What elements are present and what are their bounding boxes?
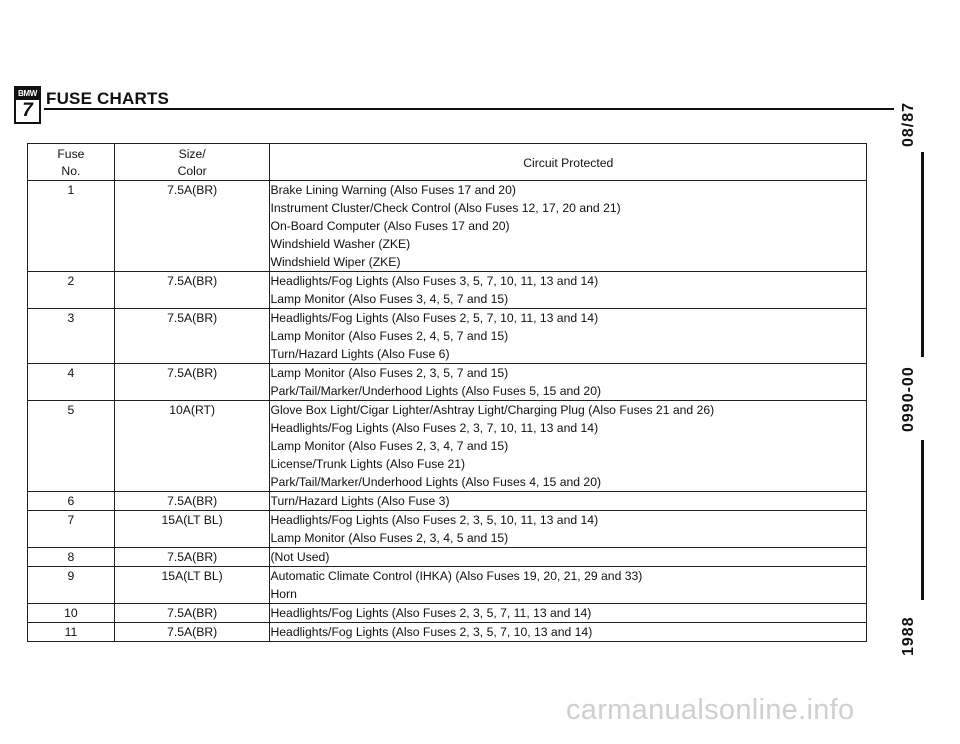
circuit-protected-cell xyxy=(270,364,867,401)
circuit-protected-cell xyxy=(270,511,867,548)
column-header-circuit-protected: Circuit Protected xyxy=(270,144,867,181)
fuse-size-cell: 7.5A(BR) xyxy=(114,364,270,401)
circuit-line: On-Board Computer (Also Fuses 17 and 20) xyxy=(270,219,510,233)
fuse-size-cell: 15A(LT BL) xyxy=(114,567,270,604)
circuit-line: Lamp Monitor (Also Fuses 2, 3, 4, 5 and 15) xyxy=(270,531,509,545)
table-row xyxy=(28,623,867,642)
circuit-line: License/Trunk Lights (Also Fuse 21) xyxy=(270,457,466,471)
table-row xyxy=(28,309,867,364)
table-row xyxy=(28,511,867,548)
circuit-line: Brake Lining Warning (Also Fuses 17 and 20) xyxy=(270,183,516,197)
circuit-line: Park/Tail/Marker/Underhood Lights (Also Fuses 5, 15 and 20) xyxy=(270,384,602,398)
fuse-number-cell: 1 xyxy=(28,181,115,272)
watermark-text: carmanualsonline.info xyxy=(566,694,855,726)
fuse-size-cell: 7.5A(BR) xyxy=(114,181,270,272)
side-year-label: 1988 xyxy=(900,616,917,656)
table-row xyxy=(28,401,867,492)
fuse-number-cell: 8 xyxy=(28,548,115,567)
circuit-line: Headlights/Fog Lights (Also Fuses 2, 3, 5, 7, 10, 13 and 14) xyxy=(270,625,593,639)
circuit-line: Headlights/Fog Lights (Also Fuses 2, 3, 5, 7, 11, 13 and 14) xyxy=(270,606,592,620)
circuit-protected-cell xyxy=(270,401,867,492)
fuse-chart-table xyxy=(27,143,867,642)
circuit-protected-cell xyxy=(270,567,867,604)
circuit-line: Park/Tail/Marker/Underhood Lights (Also Fuses 4, 15 and 20) xyxy=(270,475,602,489)
fuse-number-cell: 10 xyxy=(28,604,115,623)
fuse-number-cell: 7 xyxy=(28,511,115,548)
fuse-number-cell: 4 xyxy=(28,364,115,401)
side-code-label: 0990-00 xyxy=(900,366,917,432)
table-row xyxy=(28,181,867,272)
table-row xyxy=(28,604,867,623)
fuse-number-cell: 3 xyxy=(28,309,115,364)
circuit-line: Turn/Hazard Lights (Also Fuse 3) xyxy=(270,494,450,508)
table-row xyxy=(28,567,867,604)
fuse-number-cell: 2 xyxy=(28,272,115,309)
logo-series-number: 7 xyxy=(22,100,33,121)
fuse-number-cell: 11 xyxy=(28,623,115,642)
circuit-line: Windshield Wiper (ZKE) xyxy=(270,255,401,269)
fuse-size-cell: 7.5A(BR) xyxy=(114,604,270,623)
fuse-size-cell: 7.5A(BR) xyxy=(114,492,270,511)
circuit-line: Turn/Hazard Lights (Also Fuse 6) xyxy=(270,347,450,361)
circuit-line: Horn xyxy=(270,587,297,601)
fuse-number-cell: 6 xyxy=(28,492,115,511)
fuse-table-body xyxy=(28,181,867,642)
circuit-line: Automatic Climate Control (IHKA) (Also Fuses 19, 20, 21, 29 and 33) xyxy=(270,569,643,583)
circuit-line: Headlights/Fog Lights (Also Fuses 2, 3, 7, 10, 11, 13 and 14) xyxy=(270,421,599,435)
table-row xyxy=(28,272,867,309)
circuit-line: Headlights/Fog Lights (Also Fuses 3, 5, 7, 10, 11, 13 and 14) xyxy=(270,274,599,288)
circuit-protected-cell xyxy=(270,309,867,364)
side-date-label: 08/87 xyxy=(900,101,917,147)
circuit-line: Glove Box Light/Cigar Lighter/Ashtray Light/Charging Plug (Also Fuses 21 and 26) xyxy=(270,403,715,417)
circuit-line: Lamp Monitor (Also Fuses 2, 3, 4, 7 and 15) xyxy=(270,439,509,453)
circuit-protected-cell xyxy=(270,492,867,511)
fuse-number-cell: 5 xyxy=(28,401,115,492)
circuit-line: Windshield Washer (ZKE) xyxy=(270,237,411,251)
table-row xyxy=(28,492,867,511)
fuse-size-cell: 15A(LT BL) xyxy=(114,511,270,548)
page-title: FUSE CHARTS xyxy=(46,89,170,108)
circuit-protected-cell xyxy=(270,548,867,567)
side-rule-top xyxy=(921,152,924,357)
column-header-fuse-no: Fuse No. xyxy=(28,144,115,181)
circuit-line: Lamp Monitor (Also Fuses 2, 3, 5, 7 and 15) xyxy=(270,366,509,380)
table-row xyxy=(28,548,867,567)
fuse-size-cell: 7.5A(BR) xyxy=(114,309,270,364)
circuit-line: Lamp Monitor (Also Fuses 2, 4, 5, 7 and 15) xyxy=(270,329,509,343)
circuit-protected-cell xyxy=(270,604,867,623)
column-header-size-color: Size/ Color xyxy=(114,144,270,181)
fuse-size-cell: 10A(RT) xyxy=(114,401,270,492)
table-header-row xyxy=(28,144,867,181)
fuse-number-cell: 9 xyxy=(28,567,115,604)
circuit-protected-cell xyxy=(270,181,867,272)
circuit-line: (Not Used) xyxy=(270,550,330,564)
side-rule-middle xyxy=(921,440,924,600)
circuit-line: Headlights/Fog Lights (Also Fuses 2, 5, 7, 10, 11, 13 and 14) xyxy=(270,311,599,325)
title-divider xyxy=(44,108,894,110)
circuit-line: Lamp Monitor (Also Fuses 3, 4, 5, 7 and 15) xyxy=(270,292,509,306)
circuit-protected-cell xyxy=(270,272,867,309)
fuse-size-cell: 7.5A(BR) xyxy=(114,548,270,567)
circuit-protected-cell xyxy=(270,623,867,642)
fuse-size-cell: 7.5A(BR) xyxy=(114,272,270,309)
bmw-7-logo xyxy=(14,86,41,124)
circuit-line: Headlights/Fog Lights (Also Fuses 2, 3, 5, 10, 11, 13 and 14) xyxy=(270,513,599,527)
logo-brand-text: BMW xyxy=(17,89,38,98)
fuse-size-cell: 7.5A(BR) xyxy=(114,623,270,642)
circuit-line: Instrument Cluster/Check Control (Also Fuses 12, 17, 20 and 21) xyxy=(270,201,621,215)
table-row xyxy=(28,364,867,401)
